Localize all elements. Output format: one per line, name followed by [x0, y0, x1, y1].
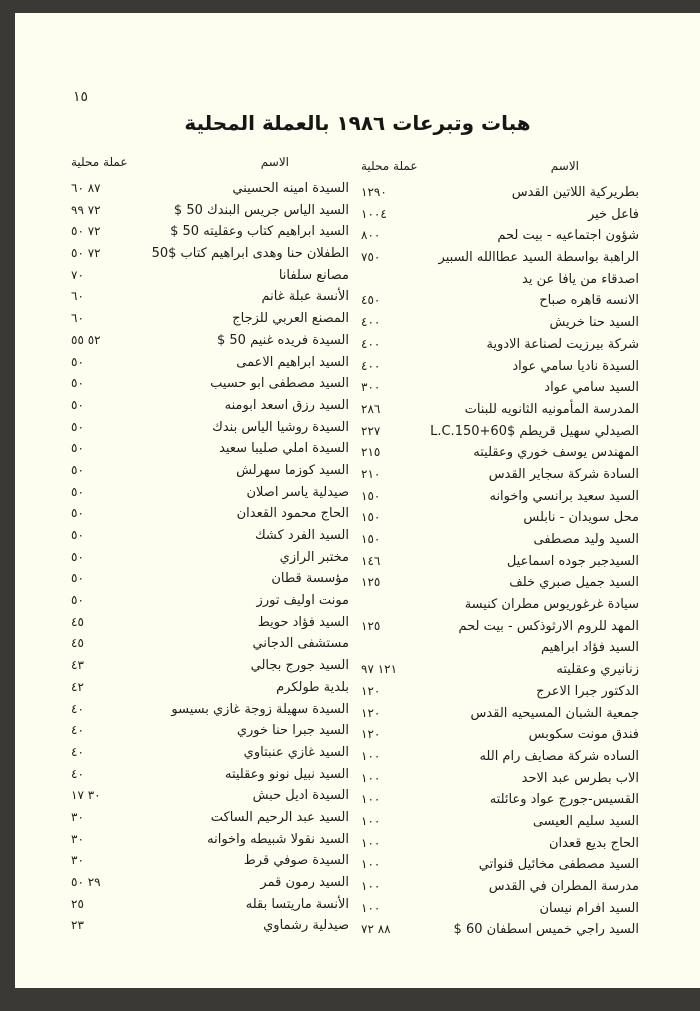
donor-row: [71, 593, 349, 615]
donor-row: [71, 420, 349, 442]
donor-row: [71, 875, 349, 897]
donor-row: [71, 788, 349, 810]
donor-name: السيد مصطفى مخائيل قنواتي: [478, 857, 639, 873]
donation-amount: ١٢٩٠: [361, 185, 387, 199]
donor-row: [71, 203, 349, 225]
donation-amount: ٤٠٠: [361, 358, 381, 373]
donation-amount: ١٠٠: [361, 748, 381, 763]
donor-row: [361, 424, 639, 446]
donor-name: السيد كوزما سهرلش: [236, 462, 349, 478]
donor-name: السيد سعيد برانسي واخوانه: [489, 488, 639, 504]
donor-row: [361, 727, 639, 749]
donor-name: جمعية الشبان المسيحيه القدس: [470, 705, 639, 721]
donor-row: [71, 485, 349, 507]
donor-row: [71, 441, 349, 463]
donation-amount: ١٢٠: [361, 705, 381, 720]
donor-row: [361, 185, 639, 207]
donor-name: السيد مصطفى ابو حسيب: [210, 376, 349, 392]
page-title: هبات وتبرعات ١٩٨٦ بالعملة المحلية: [184, 111, 531, 135]
donor-row: [71, 832, 349, 854]
donor-row: [71, 506, 349, 528]
column-header: [361, 159, 639, 175]
donor-name: السيد نقولا شبيطه واخوانه: [207, 831, 349, 847]
donor-name: الصيدلي سهيل قريطم $60+L.C.150: [430, 423, 639, 439]
donor-list: [361, 185, 639, 944]
donor-name: السيدة اديل حبش: [252, 788, 349, 804]
donation-amount: ١٥٠: [361, 510, 381, 525]
donation-amount: ٧٢ ٥٠: [71, 224, 101, 239]
donor-row: [361, 337, 639, 359]
donation-amount: ٤٠: [71, 766, 84, 781]
donation-amount: ٥٠: [71, 462, 84, 477]
donor-name: السيد فؤاد حويط: [257, 614, 349, 630]
donor-row: [361, 489, 639, 511]
donor-name: الحاج بديع قعدان: [548, 835, 639, 851]
donation-amount: ٥٠: [71, 484, 84, 499]
donation-amount: ٣٠: [71, 831, 84, 846]
donor-row: [361, 250, 639, 272]
donation-amount: ٤٠٠: [361, 315, 381, 330]
donor-name: زنانيري وعقليته: [556, 662, 639, 678]
donation-amount: ٢٣: [71, 918, 84, 933]
donor-name: الأنسة ماريتسا بقله: [245, 896, 349, 912]
donor-name: السيدة سهيلة زوجة غازي بسيسو: [171, 701, 349, 717]
donor-name: صيدلية ياسر اصلان: [246, 484, 349, 500]
donor-name: مستشفى الدجاني: [252, 636, 349, 652]
donation-amount: ٢٥: [71, 896, 84, 911]
donor-name: الاب بطرس عبد الاحد: [521, 770, 639, 786]
donation-amount: ٤٣: [71, 658, 84, 673]
donation-amount: ٥٠: [71, 397, 84, 412]
donation-amount: ١٠٠٤: [361, 206, 387, 221]
donor-name: السيد افرام نيسان: [539, 900, 639, 916]
donor-row: [361, 575, 639, 597]
donor-row: [71, 311, 349, 333]
donor-row: [71, 853, 349, 875]
donation-amount: ١٠٠: [361, 770, 381, 785]
donor-name: السيدة امينه الحسيني: [232, 181, 349, 196]
donor-name: السيد غازي عنبتاوي: [243, 744, 349, 760]
donation-amount: ١٤٦: [361, 553, 381, 568]
donation-amount: ٢٢٧: [361, 423, 381, 438]
donation-amount: ٤٠: [71, 744, 84, 759]
donation-amount: ٢١٥: [361, 445, 381, 460]
donor-row: [71, 181, 349, 203]
donor-name: السيدجبر جوده اسماعيل: [506, 553, 639, 569]
donation-amount: ٢١٠: [361, 466, 381, 481]
donor-row: [71, 550, 349, 572]
donor-name: مصانع سلفانا: [278, 267, 349, 283]
donor-name: سيادة غرغوريوس مطران كنيسة: [464, 597, 639, 613]
donor-row: [71, 289, 349, 311]
donor-row: [71, 745, 349, 767]
donation-amount: ٧٢ ٥٠: [71, 246, 101, 261]
donor-row: [361, 597, 639, 619]
donor-name: السيد الياس جريس البندك 50 $: [173, 202, 349, 218]
donor-row: [361, 380, 639, 402]
donation-amount: ٥٠: [71, 354, 84, 369]
donor-name: السيد راجي خميس اسطفان 60 $: [453, 922, 639, 938]
donor-row: [361, 922, 639, 944]
donor-row: [361, 619, 639, 641]
donor-name: السيدة ناديا سامي عواد: [512, 358, 639, 374]
donation-amount: ١٢٠: [361, 683, 381, 698]
donor-name: السيدة روشيا الياس بندك: [212, 419, 349, 435]
donor-name: شؤون اجتماعيه - بيت لحم: [497, 228, 639, 244]
donor-name: السيد ابراهيم الاعمى: [236, 354, 349, 370]
donor-row: [361, 901, 639, 923]
donor-name: المدرسة المأمونيه الثانويه للبنات: [464, 401, 639, 417]
donor-name: مختبر الرازي: [279, 549, 349, 565]
donor-name: السيد رزق اسعد ابومنه: [224, 397, 349, 413]
donation-amount: ١٠٠: [361, 879, 381, 893]
donor-name: السيدة املي صليبا سعيد: [219, 441, 349, 457]
donor-list: [71, 181, 349, 940]
donation-amount: ٥٠: [71, 593, 84, 608]
donation-amount: ٨٠٠: [361, 228, 381, 243]
donor-name: اصدقاء من يافا عن يد: [522, 271, 639, 287]
donation-amount: ٥٠: [71, 506, 84, 521]
donation-amount: ٦٠: [71, 311, 84, 326]
donor-name: السيد سليم العيسى: [532, 813, 639, 829]
donation-amount: ١٠٠: [361, 792, 381, 807]
donation-amount: ١٢٠: [361, 727, 381, 742]
donation-amount: ٤٠: [71, 723, 84, 738]
donation-amount: ٣٠: [71, 809, 84, 824]
donor-row: [71, 333, 349, 355]
page-number: ١٥: [73, 89, 89, 105]
donor-name: السيدة فريده غنيم 50 $: [216, 332, 349, 348]
donor-row: [361, 749, 639, 771]
donor-row: [361, 554, 639, 576]
donor-row: [361, 814, 639, 836]
donor-name: مؤسسة قطان: [271, 571, 349, 587]
donation-amount: ٧٢ ٩٩: [71, 202, 101, 217]
donation-amount: ٣٠٠: [361, 380, 381, 395]
donor-name: الراهبة بواسطة السيد عطاالله السبير: [438, 250, 639, 266]
donor-name: شركة بيرزيت لصناعة الادوية: [486, 336, 639, 352]
donation-amount: ١٠٠: [361, 900, 381, 915]
donor-name: الانسه قاهره صباح: [539, 293, 639, 309]
donor-name: السيد الفرد كشك: [254, 528, 349, 543]
donor-row: [71, 463, 349, 485]
donor-row: [71, 224, 349, 246]
donor-row: [71, 398, 349, 420]
donor-row: [71, 767, 349, 789]
donations-column-left: [71, 155, 349, 940]
header-amount: عملة محلية: [361, 159, 418, 173]
donor-row: [71, 918, 349, 940]
donor-row: [361, 228, 639, 250]
donation-amount: ٧٠: [71, 267, 84, 282]
donor-name: السيد وليد مصطفى: [533, 532, 639, 547]
donor-name: مدرسة المطران في القدس: [488, 879, 639, 894]
donor-name: مونت اوليف تورز: [256, 593, 349, 609]
donor-row: [361, 532, 639, 554]
donor-row: [361, 359, 639, 381]
donor-row: [71, 723, 349, 745]
donor-row: [71, 658, 349, 680]
donor-row: [71, 376, 349, 398]
donation-amount: ٥٠: [71, 528, 84, 542]
donation-amount: ٥٠: [71, 376, 84, 391]
donation-amount: ١٢٥: [361, 575, 381, 590]
donation-amount: ٣٠ ١٧: [71, 788, 101, 803]
donation-amount: ٤٠٠: [361, 336, 381, 351]
donor-row: [71, 897, 349, 919]
donor-row: [361, 402, 639, 424]
donor-row: [361, 293, 639, 315]
donor-row: [71, 571, 349, 593]
donor-name: السيد ابراهيم كتاب وعقليته 50 $: [170, 224, 349, 240]
donor-row: [361, 662, 639, 684]
donor-name: السيد جبرا حنا خوري: [236, 723, 349, 739]
donor-name: السيد فؤاد ابراهيم: [541, 640, 639, 656]
donation-amount: ٤٥: [71, 636, 84, 651]
donor-row: [71, 810, 349, 832]
donation-amount: ١٢١ ٩٧: [361, 662, 398, 677]
donor-row: [361, 315, 639, 337]
donor-name: محل سويدان - نابلس: [523, 510, 639, 526]
donations-column-right: [361, 155, 639, 944]
donor-row: [361, 879, 639, 901]
donor-row: [361, 792, 639, 814]
donation-amount: ٦٠: [71, 289, 84, 304]
donor-name: فندق مونت سكوبس: [528, 727, 639, 743]
donor-row: [361, 272, 639, 294]
donor-row: [361, 771, 639, 793]
donation-amount: ٨٨ ٧٢: [361, 922, 391, 937]
donor-row: [71, 355, 349, 377]
donor-name: السيدة صوفي قرط: [243, 853, 349, 869]
column-header: [71, 155, 349, 171]
donor-row: [361, 467, 639, 489]
donor-name: السيد جميل صبري خلف: [509, 575, 639, 591]
donor-row: [71, 246, 349, 268]
donor-name: صيدلية رشماوي: [263, 918, 349, 934]
donor-name: السادة شركة سجاير القدس: [488, 466, 639, 482]
donor-row: [71, 615, 349, 637]
donation-amount: ١٢٥: [361, 618, 381, 633]
donor-name: السيد سامي عواد: [544, 380, 639, 396]
donation-amount: ٤٥٠: [361, 293, 381, 308]
donation-amount: ١٠٠: [361, 835, 381, 850]
donation-amount: ٧٥٠: [361, 250, 381, 265]
donation-amount: ٤٢: [71, 679, 84, 694]
donor-name: المهندس يوسف خوري وعقليته: [473, 445, 639, 461]
donor-row: [361, 207, 639, 229]
donor-row: [71, 528, 349, 550]
donor-row: [71, 636, 349, 658]
donor-name: المهد للروم الارثوذكس - بيت لحم: [458, 618, 639, 634]
donor-name: الطفلان حنا وهدى ابراهيم كتاب $50: [151, 246, 349, 262]
donor-name: الساده شركة مصايف رام الله: [479, 748, 639, 764]
donor-row: [71, 268, 349, 290]
donor-name: القسيس-جورج عواد وعائلته: [489, 792, 639, 808]
donation-amount: ٥٠: [71, 549, 84, 564]
donation-amount: ١٠٠: [361, 813, 381, 828]
donor-name: السيد حنا خريش: [549, 315, 639, 331]
donor-row: [361, 510, 639, 532]
donor-name: بطريركية اللاتين القدس: [511, 185, 639, 200]
donor-name: السيد نبيل نونو وعقليته: [224, 766, 349, 782]
donation-amount: ٥٠: [71, 571, 84, 586]
donor-name: الدكتور جبرا الاعرج: [536, 683, 639, 699]
header-name: الاسم: [550, 159, 579, 173]
donor-row: [71, 680, 349, 702]
donation-amount: ٥٢ ٥٥: [71, 332, 101, 347]
donor-name: فاعل خير: [587, 206, 639, 222]
donation-amount: ٢٨٦: [361, 401, 381, 416]
donation-amount: ١٥٠: [361, 532, 381, 546]
donor-name: السيد عبد الرحيم الساكت: [210, 809, 349, 825]
donation-amount: ١٠٠: [361, 857, 381, 872]
donation-amount: ٥٠: [71, 419, 84, 434]
document-page: [15, 13, 700, 988]
donor-row: [361, 640, 639, 662]
donor-name: الأنسة عبلة غانم: [261, 289, 349, 305]
donor-row: [361, 836, 639, 858]
donor-row: [361, 684, 639, 706]
donation-amount: ٤٥: [71, 614, 84, 629]
donor-row: [71, 702, 349, 724]
donor-row: [361, 857, 639, 879]
header-name: الاسم: [260, 155, 289, 169]
donor-name: المصنع العربي للزجاج: [232, 311, 349, 327]
donation-amount: ٤٠: [71, 701, 84, 716]
donation-amount: ٥٠: [71, 441, 84, 456]
donor-name: السيد رمون قمر: [260, 875, 349, 890]
donor-name: بلدية طولكرم: [276, 679, 349, 695]
donation-amount: ٨٧ ٦٠: [71, 181, 101, 195]
donation-amount: ٢٩ ٥٠: [71, 875, 101, 889]
donor-row: [361, 706, 639, 728]
donation-amount: ٣٠: [71, 853, 84, 868]
header-amount: عملة محلية: [71, 155, 128, 169]
donor-name: السيد جورج بجالي: [250, 658, 349, 674]
donor-name: الحاج محمود القعدان: [236, 506, 349, 522]
donor-row: [361, 445, 639, 467]
donation-amount: ١٥٠: [361, 488, 381, 503]
